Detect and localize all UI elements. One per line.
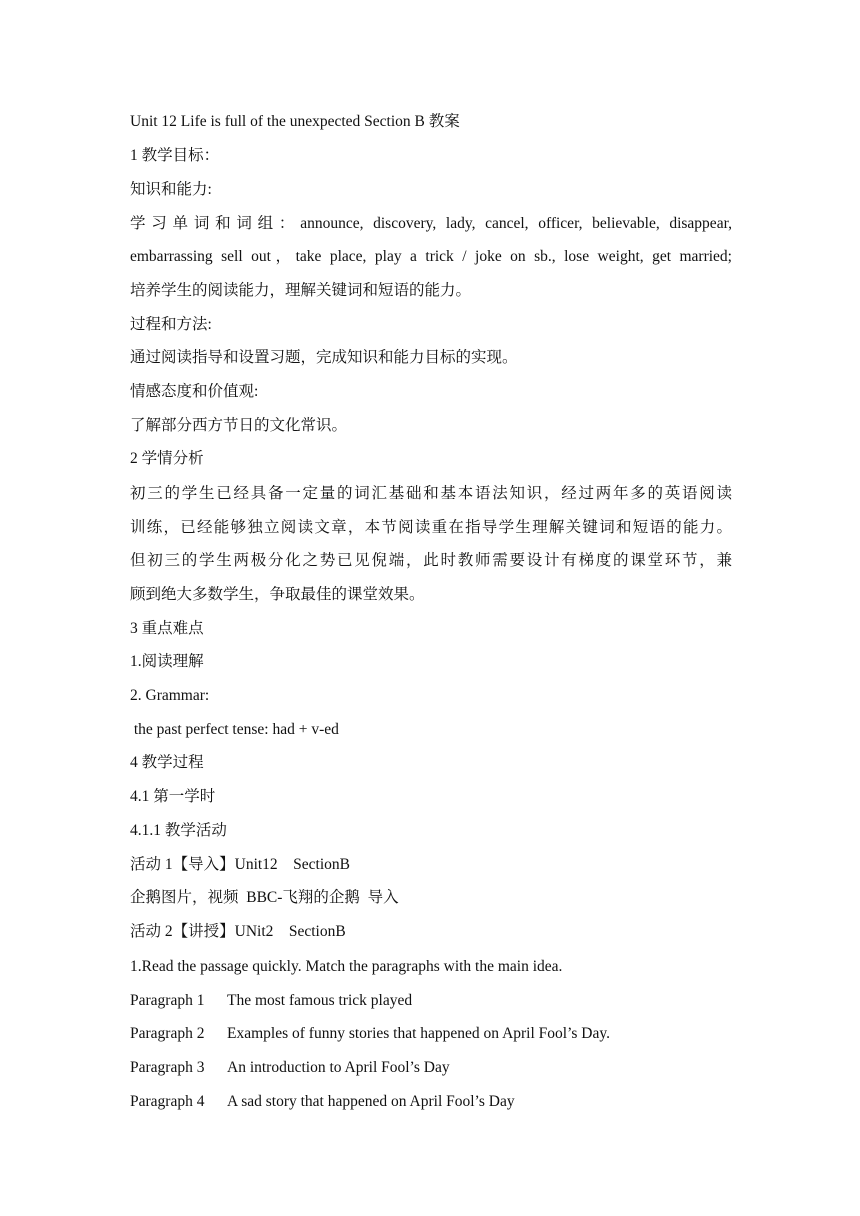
activity-1-heading: 活动 1【导入】Unit12 SectionB <box>130 856 351 873</box>
paragraph-label: Paragraph 1 <box>130 992 205 1009</box>
paragraph-row <box>130 991 412 1011</box>
reading-instruction: 1.Read the passage quickly. Match the paragraphs with the main idea. <box>130 958 563 975</box>
emotion-heading: 情感态度和价值观: <box>130 383 259 400</box>
vocab-line-1: 学习单词和词组：announce, discovery, lady, cancel, officer, believable, disappear, <box>130 215 732 232</box>
paragraph-label: Paragraph 2 <box>130 1025 205 1042</box>
grammar-rule: the past perfect tense: had + v-ed <box>130 721 339 738</box>
process-heading: 过程和方法: <box>130 316 212 333</box>
activity-2-heading: 活动 2【讲授】UNit2 SectionB <box>130 923 346 940</box>
paragraph-idea: An introduction to April Fool’s Day <box>227 1059 450 1076</box>
analysis-line: 顾到绝大多数学生，争取最佳的课堂效果。 <box>130 586 425 603</box>
activity-1-text: 企鹅图片，视频 BBC-飞翔的企鹅 导入 <box>130 889 399 906</box>
paragraph-row <box>130 1092 515 1112</box>
section-1-heading: 1 教学目标： <box>130 147 220 164</box>
key-point-1: 1.阅读理解 <box>130 653 204 670</box>
document-title: Unit 12 Life is full of the unexpected Section B 教案 <box>130 113 460 130</box>
subsection-4-1: 4.1 第一学时 <box>130 788 216 805</box>
analysis-line: 训练，已经能够独立阅读文章，本节阅读重在指导学生理解关键词和短语的能力。 <box>130 519 732 536</box>
key-point-2: 2. Grammar: <box>130 687 210 704</box>
paragraph-label: Paragraph 3 <box>130 1059 205 1076</box>
paragraph-row <box>130 1058 450 1078</box>
paragraph-idea: The most famous trick played <box>227 992 413 1009</box>
paragraph-idea: Examples of funny stories that happened on April Fool’s Day. <box>227 1025 610 1042</box>
subsection-4-1-1: 4.1.1 教学活动 <box>130 822 227 839</box>
knowledge-heading: 知识和能力: <box>130 181 212 198</box>
paragraph-idea: A sad story that happened on April Fool’s Day <box>227 1093 515 1110</box>
paragraph-label: Paragraph 4 <box>130 1093 205 1110</box>
section-4-heading: 4 教学过程 <box>130 754 204 771</box>
section-3-heading: 3 重点难点 <box>130 620 204 637</box>
emotion-text: 了解部分西方节日的文化常识。 <box>130 417 348 434</box>
paragraph-row <box>130 1024 610 1044</box>
vocab-line-2: embarrassing sell out，take place, play a trick / joke on sb., lose weight, get married; <box>130 248 732 265</box>
ability-line: 培养学生的阅读能力，理解关键词和短语的能力。 <box>130 282 472 299</box>
process-text: 通过阅读指导和设置习题，完成知识和能力目标的实现。 <box>130 349 518 366</box>
analysis-line: 初三的学生已经具备一定量的词汇基础和基本语法知识，经过两年多的英语阅读 <box>130 485 732 502</box>
analysis-line: 但初三的学生两极分化之势已见倪端，此时教师需要设计有梯度的课堂环节，兼 <box>130 552 732 569</box>
section-2-heading: 2 学情分析 <box>130 450 204 467</box>
